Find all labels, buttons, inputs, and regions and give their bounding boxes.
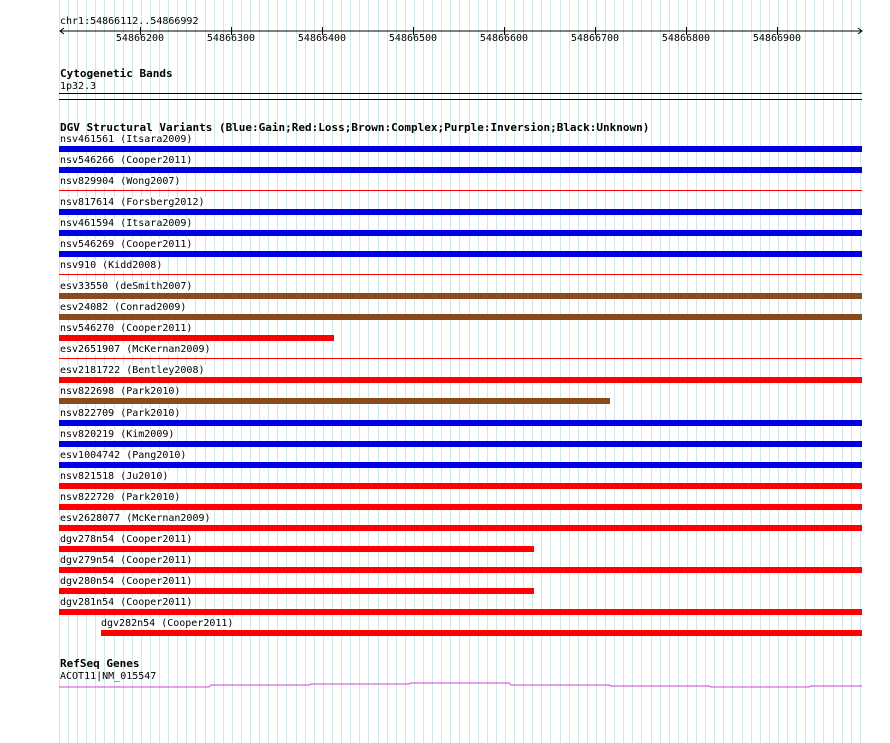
variant-label[interactable]: dgv278n54 (Cooper2011) <box>60 534 193 545</box>
ruler-tick-label: 54866600 <box>479 33 529 44</box>
ruler-tick-label: 54866800 <box>661 33 711 44</box>
variant-label[interactable]: esv2628077 (McKernan2009) <box>60 513 211 524</box>
variant-label[interactable]: nsv822709 (Park2010) <box>60 408 181 419</box>
variant-bar-loss[interactable] <box>59 546 534 552</box>
variant-label[interactable]: nsv821518 (Ju2010) <box>60 471 169 482</box>
ruler-tick-label: 54866300 <box>206 33 256 44</box>
variant-label[interactable]: nsv546266 (Cooper2011) <box>60 155 193 166</box>
variant-label[interactable]: nsv817614 (Forsberg2012) <box>60 197 205 208</box>
ruler-tick-label: 54866700 <box>570 33 620 44</box>
variant-label[interactable]: dgv280n54 (Cooper2011) <box>60 576 193 587</box>
variant-bar-complex[interactable] <box>59 398 610 404</box>
position-label: chr1:54866112..54866992 <box>60 16 199 27</box>
variant-bar-gain[interactable] <box>59 420 862 426</box>
variant-bar-gain[interactable] <box>59 146 862 152</box>
variant-bar-loss[interactable] <box>59 274 862 275</box>
ruler-tick-label: 54866200 <box>115 33 165 44</box>
variant-bar-gain[interactable] <box>59 209 862 215</box>
variant-bar-complex[interactable] <box>59 293 862 299</box>
refseq-gene-feature[interactable] <box>59 680 863 690</box>
cytoband-track-title: Cytogenetic Bands <box>60 67 173 80</box>
ruler-axis <box>58 26 864 38</box>
variant-label[interactable]: nsv820219 (Kim2009) <box>60 429 175 440</box>
cytoband-label: 1p32.3 <box>60 81 97 92</box>
variant-label[interactable]: nsv822720 (Park2010) <box>60 492 181 503</box>
variant-bar-complex[interactable] <box>59 314 862 320</box>
variant-label[interactable]: esv2651907 (McKernan2009) <box>60 344 211 355</box>
cytoband-line-top <box>59 93 862 94</box>
ruler-tick-label: 54866400 <box>297 33 347 44</box>
variant-label[interactable]: dgv281n54 (Cooper2011) <box>60 597 193 608</box>
variant-label[interactable]: nsv822698 (Park2010) <box>60 386 181 397</box>
variant-bar-loss[interactable] <box>59 483 862 489</box>
variant-label[interactable]: nsv546270 (Cooper2011) <box>60 323 193 334</box>
variant-label[interactable]: nsv461561 (Itsara2009) <box>60 134 193 145</box>
variant-label[interactable]: nsv546269 (Cooper2011) <box>60 239 193 250</box>
variant-label[interactable]: esv24082 (Conrad2009) <box>60 302 187 313</box>
variant-label[interactable]: nsv829904 (Wong2007) <box>60 176 181 187</box>
variant-bar-loss[interactable] <box>59 358 862 359</box>
variant-bar-loss[interactable] <box>59 190 862 191</box>
variant-bar-gain[interactable] <box>59 167 862 173</box>
dgv-track-title: DGV Structural Variants (Blue:Gain;Red:Loss;Brown:Complex;Purple:Inversion;Black:Unknown) <box>60 121 650 134</box>
variant-bar-loss[interactable] <box>59 504 862 510</box>
refseq-track-title: RefSeq Genes <box>60 657 140 670</box>
variant-bar-gain[interactable] <box>59 462 862 468</box>
ruler-tick-label: 54866500 <box>388 33 438 44</box>
variant-bar-loss[interactable] <box>59 525 862 531</box>
variant-label[interactable]: dgv279n54 (Cooper2011) <box>60 555 193 566</box>
cytoband-line-bottom <box>59 99 862 100</box>
variant-label[interactable]: esv33550 (deSmith2007) <box>60 281 193 292</box>
variant-bar-loss[interactable] <box>59 609 862 615</box>
variant-bar-loss[interactable] <box>59 335 334 341</box>
variant-label[interactable]: esv2181722 (Bentley2008) <box>60 365 205 376</box>
variant-label[interactable]: nsv910 (Kidd2008) <box>60 260 163 271</box>
variant-label[interactable]: nsv461594 (Itsara2009) <box>60 218 193 229</box>
ruler-tick-label: 54866900 <box>752 33 802 44</box>
variant-label[interactable]: dgv282n54 (Cooper2011) <box>101 618 234 629</box>
variant-bar-loss[interactable] <box>59 588 534 594</box>
variant-bar-gain[interactable] <box>59 441 862 447</box>
variant-bar-loss[interactable] <box>101 630 862 636</box>
variant-bar-gain[interactable] <box>59 230 862 236</box>
variant-bar-loss[interactable] <box>59 377 862 383</box>
variant-bar-gain[interactable] <box>59 251 862 257</box>
variant-label[interactable]: esv1004742 (Pang2010) <box>60 450 187 461</box>
refseq-gene-label[interactable]: ACOT11|NM_015547 <box>60 671 157 682</box>
variant-bar-loss[interactable] <box>59 567 862 573</box>
